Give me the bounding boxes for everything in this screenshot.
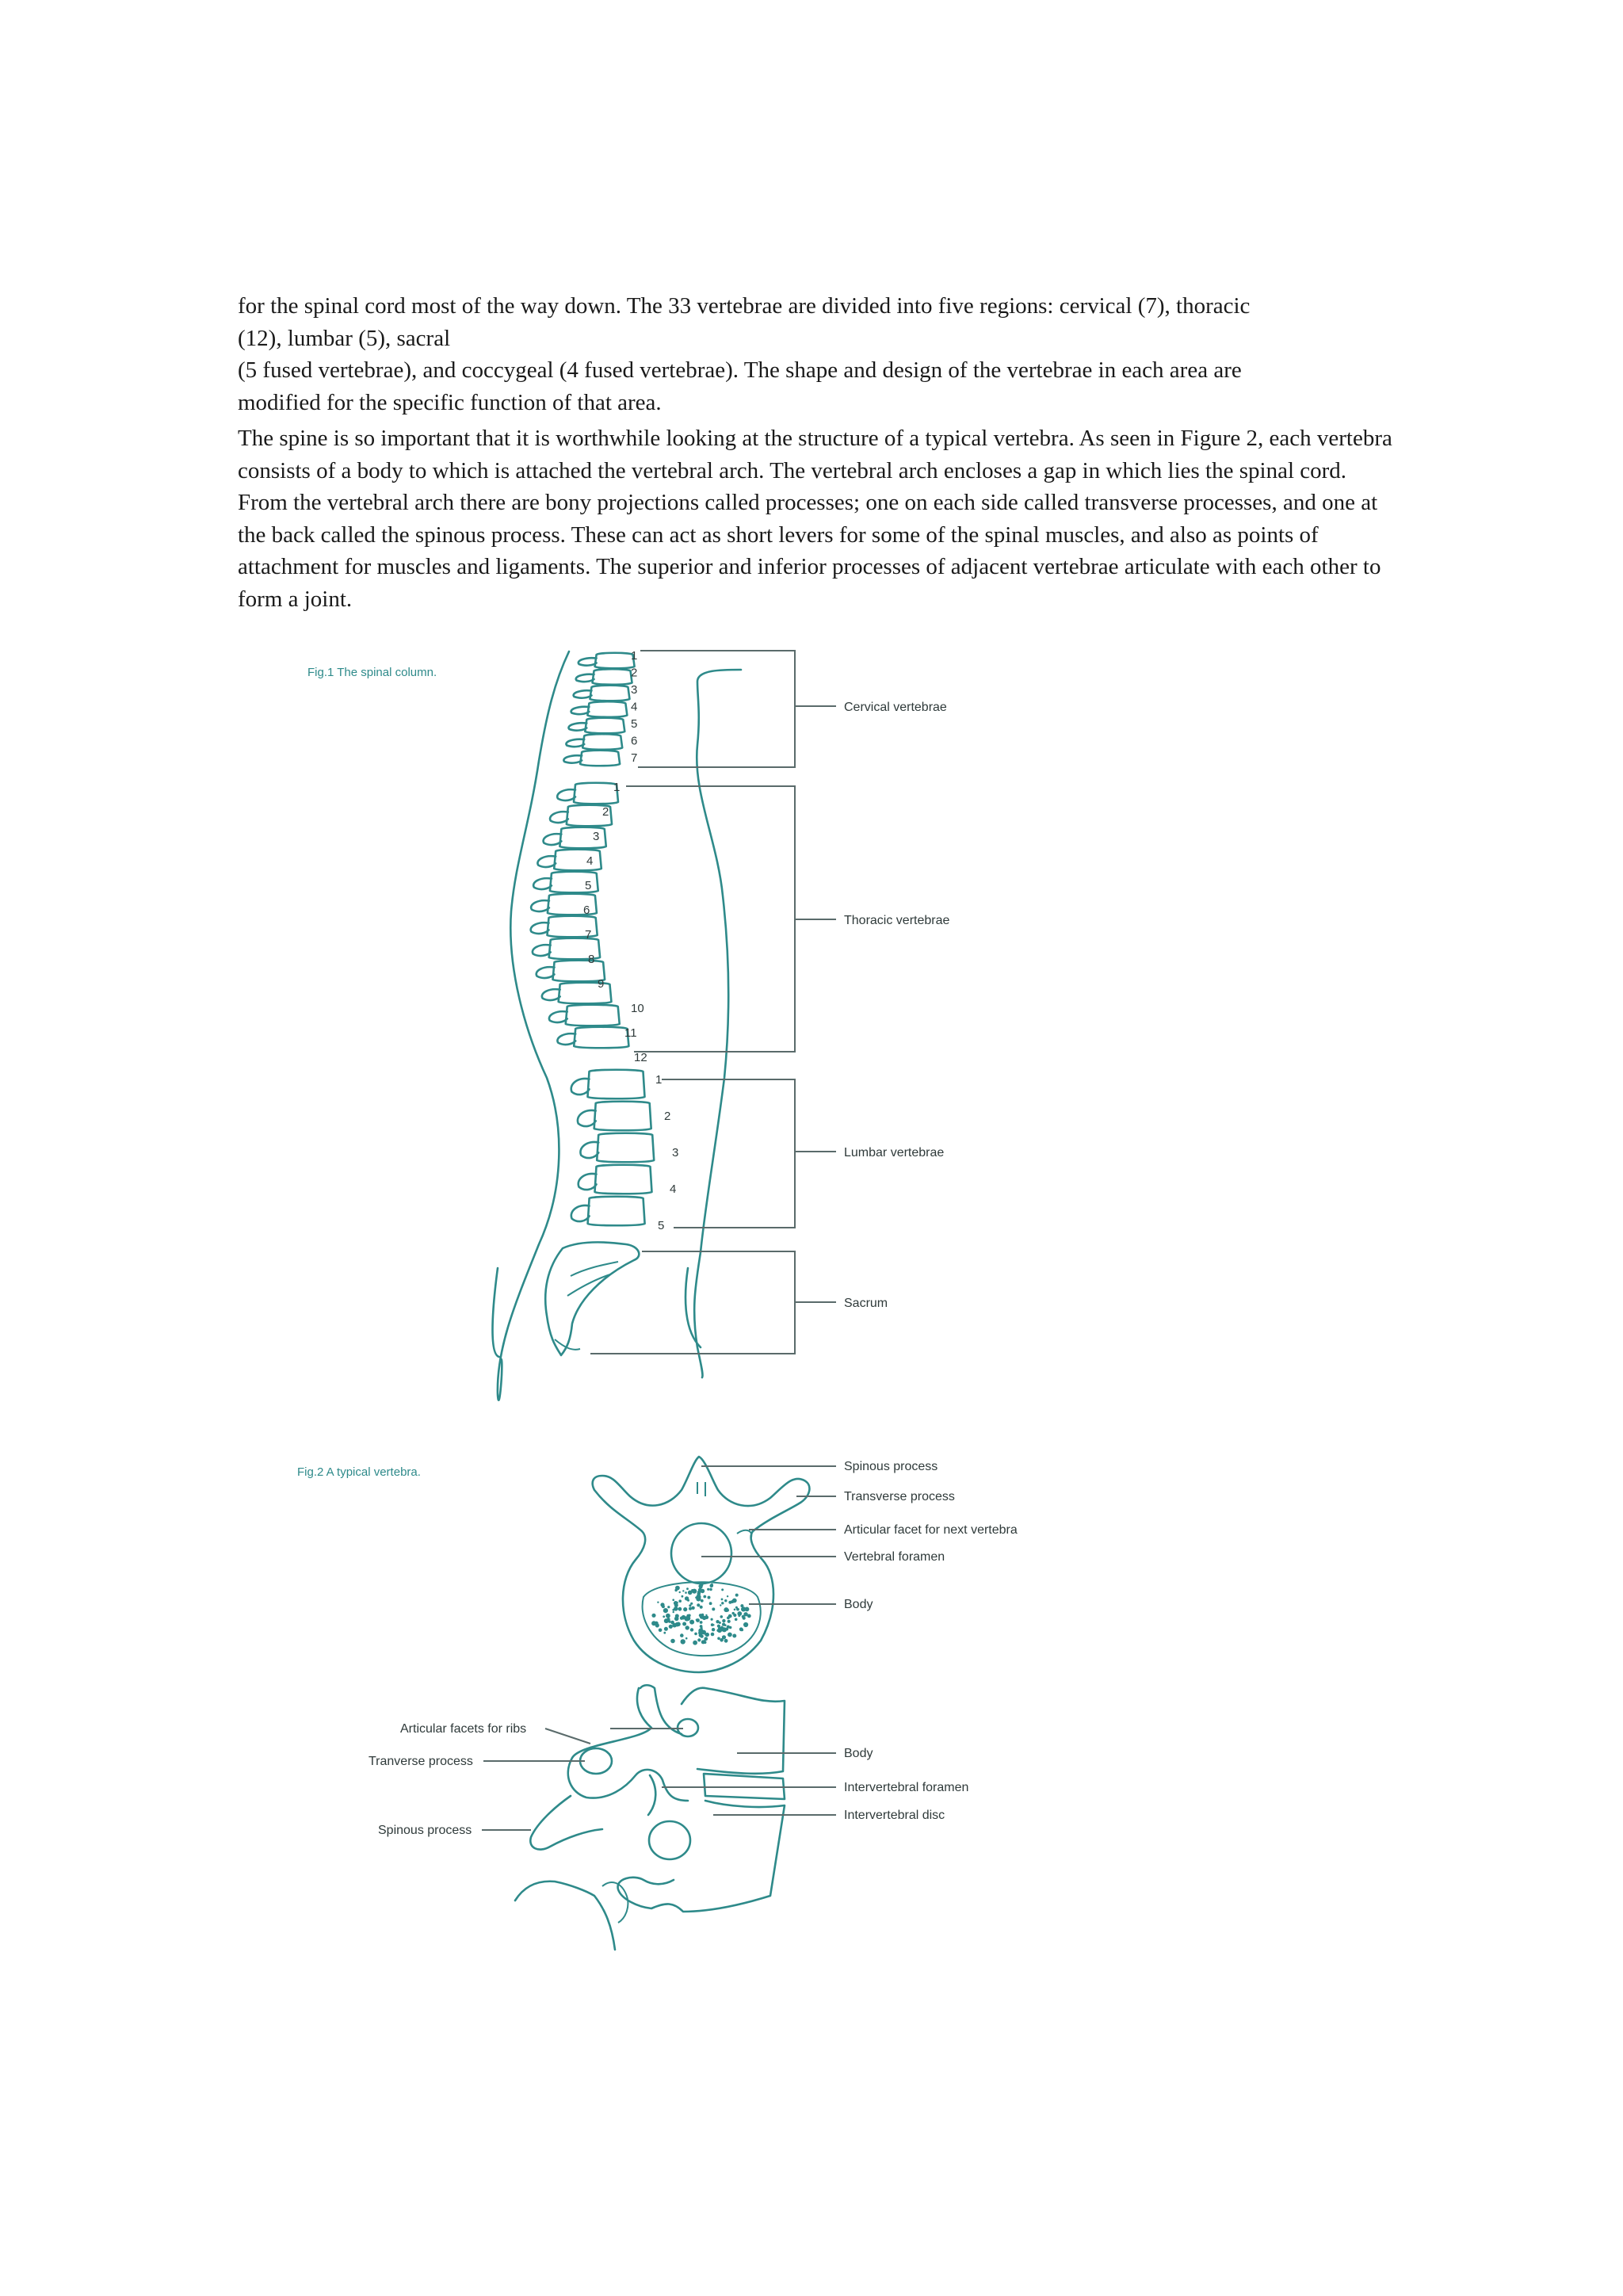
bone-dot (721, 1602, 724, 1604)
back-outline (498, 651, 569, 1400)
bone-dot (698, 1584, 702, 1588)
thoracic-number-12: 12 (634, 1051, 647, 1064)
cervical-vertebra-body (587, 701, 627, 717)
thoracic-vertebra-process (537, 856, 556, 867)
bone-dot (711, 1584, 713, 1586)
bone-dot (724, 1639, 728, 1643)
bone-dot (703, 1595, 706, 1599)
cervical-number-5: 5 (631, 717, 638, 731)
sacrum-shape (545, 1242, 639, 1355)
bone-dot (720, 1638, 724, 1642)
bone-dot (682, 1595, 684, 1598)
bone-dot (735, 1594, 739, 1597)
bone-dot (727, 1595, 728, 1597)
bone-dot (724, 1624, 727, 1626)
bone-dot (669, 1625, 673, 1629)
thoracic-vertebra-body (574, 1027, 628, 1049)
bone-dot (707, 1588, 709, 1591)
bone-dot (700, 1621, 703, 1624)
lumbar-number-5: 5 (658, 1219, 665, 1232)
cervical-vertebra-body (582, 734, 622, 750)
bone-dot (709, 1602, 712, 1605)
bone-dot (655, 1622, 658, 1624)
sacrum-label: Sacrum (844, 1297, 888, 1310)
bone-dot (705, 1633, 707, 1636)
bone-dot (743, 1622, 748, 1627)
bone-dot (690, 1603, 693, 1605)
lumbar-vertebra-1 (571, 1070, 645, 1099)
lumbar-bracket (662, 1079, 795, 1228)
bone-dot (679, 1591, 681, 1593)
bone-dot (657, 1602, 659, 1603)
thoracic-number-10: 10 (631, 1002, 644, 1015)
bone-dot (738, 1614, 740, 1617)
lumbar-vertebra-process (571, 1079, 590, 1095)
cervical-vertebra-1 (579, 653, 635, 669)
bone-dot (743, 1617, 746, 1620)
bone-dot (709, 1588, 712, 1591)
bone-dot (651, 1614, 655, 1618)
front-outline (694, 670, 741, 1377)
label-intervertebral-foramen: Intervertebral foramen (844, 1781, 969, 1794)
lumbar-label: Lumbar vertebrae (844, 1146, 945, 1159)
bone-dot (660, 1603, 664, 1606)
bone-dot (686, 1587, 689, 1590)
cervical-vertebra-body (580, 751, 620, 766)
bone-dot (667, 1618, 670, 1621)
vertebra-top-outline (593, 1457, 810, 1672)
label-vertebral-foramen: Vertebral foramen (844, 1550, 945, 1564)
bone-dot (680, 1633, 684, 1637)
figure-2-caption: Fig.2 A typical vertebra. (297, 1465, 421, 1479)
bone-dot (695, 1596, 697, 1599)
bone-dot (708, 1596, 711, 1599)
vertebral-foramen-shape (671, 1523, 731, 1584)
thoracic-vertebra-process (531, 923, 549, 934)
bone-dot (735, 1618, 738, 1622)
bone-dot (724, 1607, 728, 1612)
bone-dot (672, 1599, 674, 1601)
lower-vertebra-side (618, 1801, 785, 1912)
bone-dot (727, 1620, 731, 1623)
label-intervertebral-disc: Intervertebral disc (844, 1809, 945, 1822)
vertebra-top-view (593, 1457, 810, 1672)
vertebra-side-view (515, 1685, 785, 1950)
bone-dot (694, 1633, 697, 1636)
cervical-vertebra-process (563, 755, 582, 762)
figure-2-typical-vertebra (297, 1457, 1018, 1950)
spinous-ridge (697, 1482, 705, 1496)
thoracic-vertebra-process (550, 812, 568, 823)
bone-dot (712, 1607, 715, 1610)
thoracic-vertebra-body (554, 850, 601, 871)
cervical-vertebra-5 (569, 718, 625, 734)
bone-dot (732, 1634, 736, 1638)
lumbar-vertebra-2 (578, 1102, 651, 1131)
thoracic-vertebra-12 (557, 1027, 628, 1049)
cervical-vertebra-4 (571, 701, 628, 717)
cervical-vertebra-process (579, 658, 597, 665)
thoracic-vertebra-11 (549, 1005, 620, 1026)
bone-dot (678, 1599, 682, 1603)
thoracic-label: Thoracic vertebrae (844, 914, 950, 927)
label-articular-facet: Articular facet for next vertebra (844, 1523, 1018, 1537)
bone-dot (689, 1620, 694, 1625)
lumbar-vertebra-process (578, 1110, 596, 1126)
bone-dot (701, 1640, 705, 1644)
bone-dot (717, 1637, 720, 1641)
cervical-vertebra-7 (563, 751, 620, 766)
bone-dot (690, 1628, 693, 1631)
lumbar-number-1: 1 (655, 1073, 663, 1087)
back-outline-lower (493, 1268, 500, 1357)
bone-dot (685, 1591, 687, 1594)
bone-dot (745, 1608, 747, 1610)
label-body-side: Body (844, 1747, 873, 1760)
thoracic-vertebra-1 (557, 781, 621, 804)
figure-1-spinal-column (307, 649, 949, 1400)
bone-dot (697, 1638, 701, 1641)
bone-dot (712, 1628, 715, 1631)
thoracic-number-4: 4 (586, 854, 594, 868)
bone-dot (721, 1599, 724, 1601)
label-body-top: Body (844, 1598, 873, 1611)
bone-dot (664, 1627, 668, 1631)
thoracic-number-6: 6 (583, 904, 590, 917)
bone-dot (696, 1619, 698, 1622)
bone-dot (720, 1615, 724, 1618)
cervical-number-7: 7 (631, 751, 638, 765)
thoracic-vertebra-process (557, 789, 575, 800)
bone-dot (678, 1607, 682, 1611)
bone-dot (672, 1623, 677, 1628)
bone-dot (689, 1604, 691, 1606)
lumbar-vertebra-body (594, 1165, 651, 1194)
thoracic-number-1: 1 (613, 781, 621, 794)
lumbar-vertebra-body (594, 1102, 651, 1131)
bone-dot (701, 1599, 704, 1603)
cervical-number-3: 3 (631, 683, 638, 697)
cervical-vertebra-body (585, 718, 624, 734)
label-transverse-process-top: Transverse process (844, 1490, 955, 1503)
bone-dot (734, 1609, 736, 1611)
thoracic-number-9: 9 (598, 977, 605, 991)
bone-dot (659, 1629, 663, 1633)
cervical-vertebra-6 (566, 734, 622, 750)
bone-dot (704, 1637, 708, 1641)
bone-dot (691, 1606, 694, 1610)
bone-dot (670, 1639, 675, 1644)
cervical-vertebra-process (566, 739, 584, 747)
label-spinous-process-side: Spinous process (378, 1824, 472, 1837)
lumbar-vertebra-process (571, 1205, 590, 1221)
cervical-vertebra-body (590, 686, 629, 701)
paragraph-line: modified for the specific function of that area. (238, 389, 662, 415)
thoracic-vertebra-process (557, 1033, 575, 1045)
bone-dot (655, 1623, 659, 1627)
thoracic-vertebra-process (533, 945, 551, 956)
cervical-vertebra-body (593, 669, 632, 685)
cervical-label: Cervical vertebrae (844, 701, 947, 714)
bone-dot (683, 1607, 687, 1611)
bone-dot (667, 1606, 670, 1608)
bone-dot (666, 1614, 670, 1618)
thoracic-number-11: 11 (624, 1026, 637, 1040)
bone-dot (663, 1615, 665, 1618)
thoracic-vertebra-process (537, 967, 555, 978)
bone-dot (701, 1614, 705, 1617)
lower-spinous-side (530, 1796, 602, 1850)
bone-dot (685, 1596, 689, 1600)
bone-dot (711, 1618, 713, 1621)
thoracic-vertebra-body (566, 1005, 620, 1026)
bone-dot (673, 1611, 674, 1613)
bone-dot (701, 1627, 703, 1629)
bone-dot (719, 1622, 721, 1624)
intervertebral-foramen-shape (648, 1775, 655, 1815)
bone-dot (733, 1614, 736, 1617)
lumbar-vertebra-4 (579, 1165, 652, 1194)
lumbar-vertebra-process (580, 1142, 598, 1158)
label-spinous-process-top: Spinous process (844, 1460, 938, 1473)
bone-dot (728, 1614, 732, 1618)
bone-dot (724, 1599, 727, 1602)
cervical-vertebra-process (576, 674, 594, 682)
bone-dot (721, 1588, 724, 1591)
cervical-vertebra-process (569, 723, 587, 730)
bone-dot (735, 1606, 738, 1609)
bone-dot (682, 1590, 684, 1591)
bone-dot (711, 1633, 715, 1637)
bone-dot (680, 1617, 683, 1620)
thoracic-vertebra-process (549, 1011, 567, 1022)
thoracic-number-5: 5 (585, 879, 592, 892)
bone-dot (692, 1589, 697, 1594)
cervical-number-6: 6 (631, 734, 638, 748)
bone-dot (700, 1606, 703, 1609)
facet-mark (737, 1530, 751, 1538)
paragraph-line: (12), lumbar (5), sacral (238, 325, 451, 351)
bone-dot (674, 1617, 679, 1622)
lower-facet (649, 1821, 690, 1859)
paragraph-line: (5 fused vertebrae), and coccygeal (4 fused vertebrae). The shape and design of the vertebrae in each area are (238, 357, 1242, 383)
thoracic-vertebra-process (542, 989, 560, 1000)
rib-facet-process (640, 1685, 682, 1734)
bone-dot (741, 1629, 743, 1631)
bone-dot (701, 1589, 705, 1593)
bone-dot (722, 1619, 725, 1622)
lower-arch-side (515, 1881, 615, 1950)
bone-dot (685, 1637, 688, 1640)
bone-dot (739, 1613, 742, 1615)
bone-dot (697, 1591, 701, 1595)
bone-dot (711, 1623, 714, 1626)
bone-dot (663, 1608, 668, 1613)
thoracic-vertebra-body (574, 781, 621, 804)
cervical-vertebra-process (571, 707, 590, 714)
upper-vertebra-arch-side (568, 1688, 688, 1801)
bone-dot (685, 1616, 690, 1621)
bone-dot (720, 1604, 721, 1606)
cervical-vertebra-process (574, 690, 592, 697)
thoracic-vertebra-process (533, 878, 552, 889)
bone-dot (705, 1614, 707, 1616)
cervical-vertebra-2 (576, 669, 632, 685)
lumbar-vertebra-body (597, 1133, 654, 1163)
cervical-bracket (638, 651, 795, 767)
thoracic-number-2: 2 (602, 805, 609, 819)
front-outline-lower (685, 1268, 701, 1347)
lumbar-vertebra-body (587, 1070, 644, 1099)
bone-dot (682, 1622, 686, 1626)
bone-dot (697, 1603, 700, 1606)
lumbar-vertebra-body (588, 1197, 645, 1226)
thoracic-bracket (626, 786, 795, 1052)
cervical-number-2: 2 (631, 666, 638, 680)
label-transverse-process-side: Tranverse process (369, 1755, 473, 1768)
bone-dot (747, 1614, 751, 1618)
thoracic-vertebra-process (544, 834, 562, 845)
lumbar-number-2: 2 (664, 1110, 671, 1123)
lumbar-vertebra-3 (580, 1133, 654, 1163)
bone-dot (681, 1639, 685, 1644)
cervical-number-4: 4 (631, 700, 638, 714)
bone-dot (716, 1629, 719, 1632)
cervical-number-1: 1 (631, 649, 638, 663)
label-articular-facets-ribs: Articular facets for ribs (400, 1722, 527, 1736)
cervical-vertebra-body (595, 653, 635, 669)
thoracic-vertebra-process (531, 900, 549, 911)
bone-dot (698, 1630, 703, 1635)
bone-dot (674, 1606, 678, 1611)
bone-dot (689, 1607, 692, 1610)
bone-dot (685, 1626, 689, 1629)
lumbar-number-4: 4 (670, 1182, 677, 1196)
bone-dot (732, 1599, 737, 1603)
bone-dot (727, 1633, 732, 1637)
bone-dot (675, 1586, 680, 1591)
bone-dot (693, 1641, 697, 1645)
paragraph-text: The spine is so important that it is worthwhile looking at the structure of a typical vertebra. As seen in Figure 2, each vertebra consists of a body to which is attached the vertebral arch. The vertebral arch encloses a gap in which lies the spinal cord. From the vertebral arch there are bony projections called processes; one on each side called transverse processes, and one at the back called the spinous process. These can act as short levers for some of the spinal muscles, and also as points of attachment for muscles and ligaments. The superior and inferior processes of adjacent vertebrae articulate with each other to form a joint. (238, 426, 1392, 612)
bone-dot (663, 1632, 666, 1634)
paragraph-line: for the spinal cord most of the way down. The 33 vertebrae are divided into five regions: cervical (7), thoracic (238, 293, 1251, 319)
lumbar-vertebra-5 (571, 1197, 645, 1226)
bone-dot (702, 1616, 706, 1620)
figure-1-caption: Fig.1 The spinal column. (307, 666, 437, 679)
thoracic-number-3: 3 (593, 830, 600, 843)
bone-dot (728, 1626, 731, 1629)
lumbar-number-3: 3 (672, 1146, 679, 1159)
thoracic-number-8: 8 (588, 953, 595, 966)
trabecular-bone-dots (651, 1583, 751, 1645)
cervical-vertebra-3 (574, 686, 630, 701)
thoracic-number-7: 7 (585, 928, 592, 942)
lumbar-vertebra-process (579, 1174, 597, 1190)
bone-dot (688, 1591, 693, 1595)
